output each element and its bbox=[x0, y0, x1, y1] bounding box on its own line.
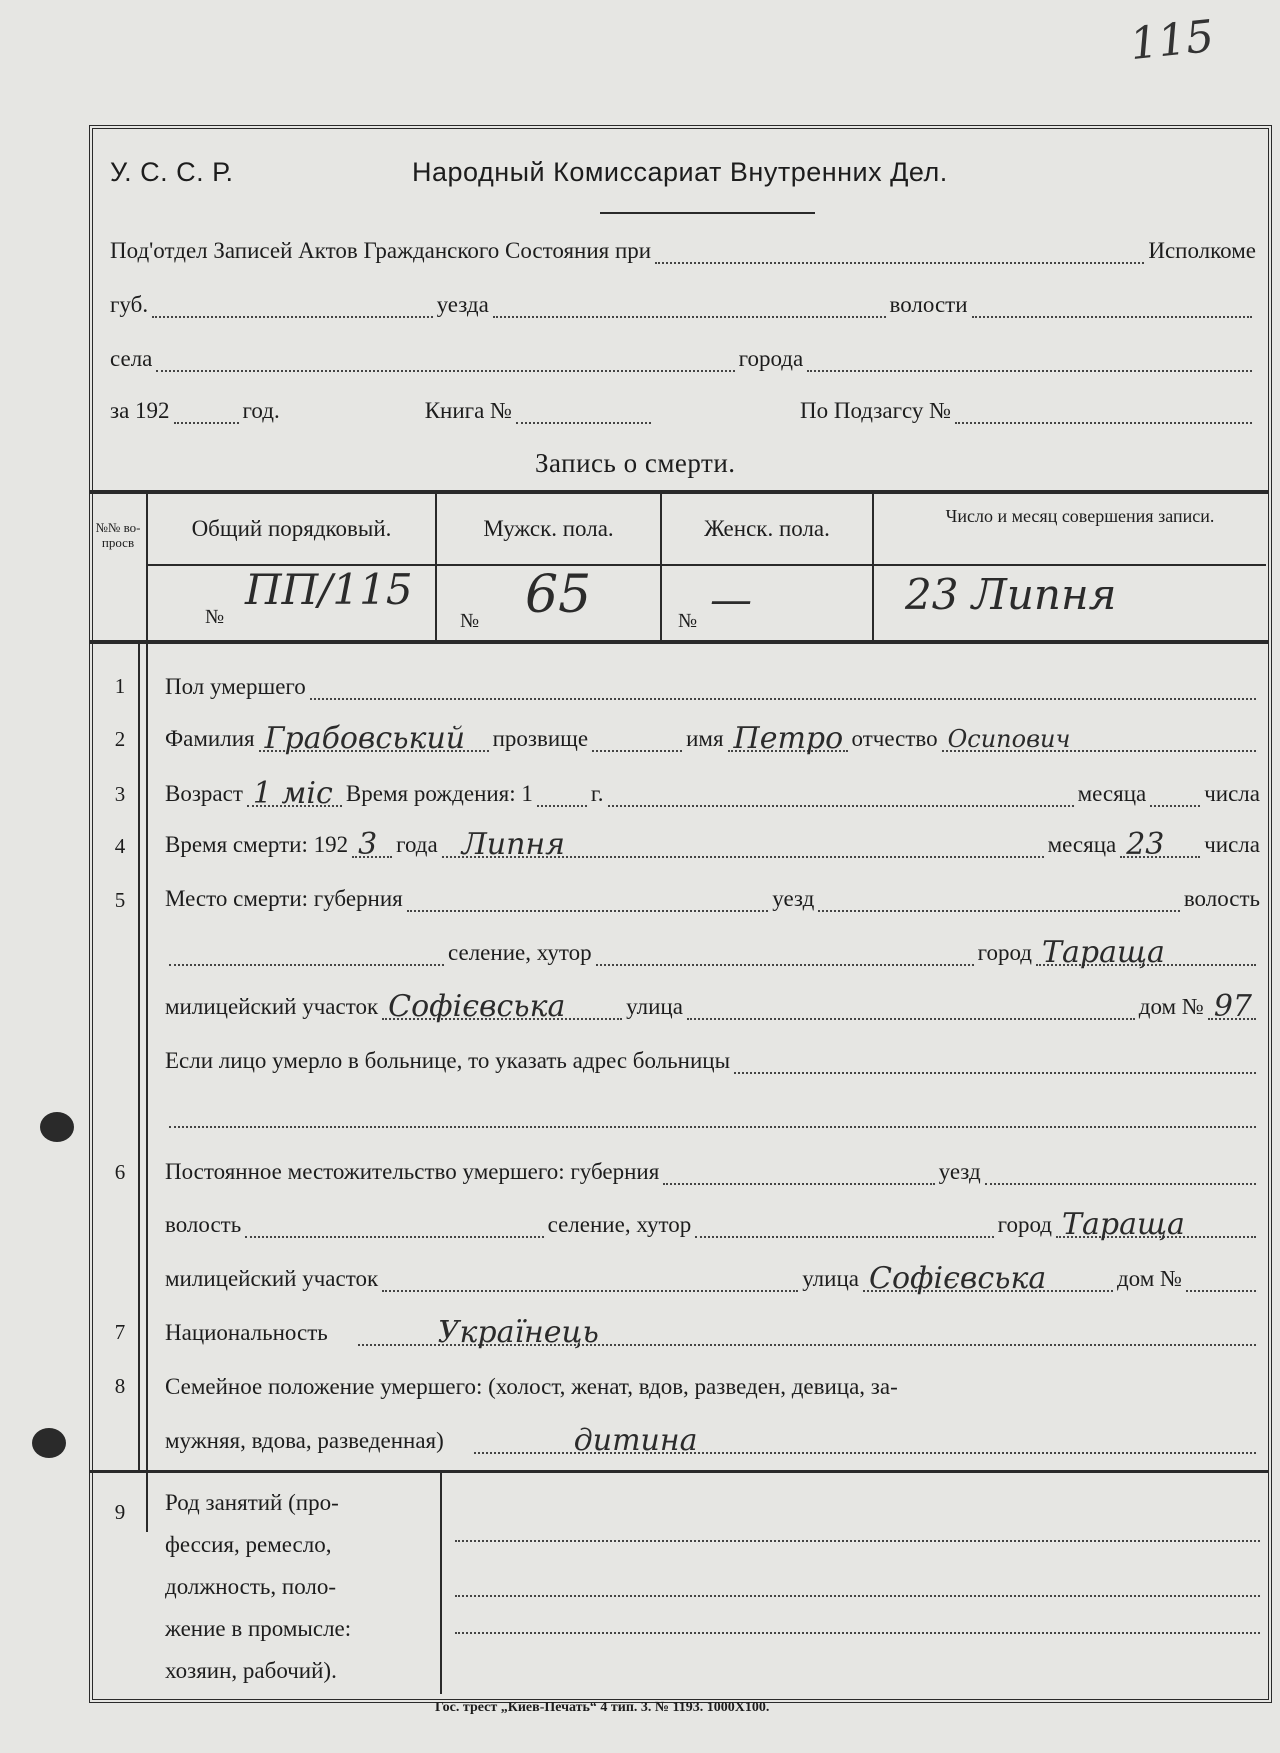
house-label: дом № bbox=[1138, 994, 1204, 1019]
place-militia-value: Софієвська bbox=[388, 989, 566, 1024]
printer-imprint: Гос. трест „Киев-Печать“ 4 тип. 3. № 1193. 1000Х100. bbox=[435, 1700, 770, 1715]
table-top-line bbox=[89, 490, 1268, 494]
street-label: улица bbox=[626, 994, 683, 1019]
name-value: Петро bbox=[733, 721, 844, 756]
res-gub-field[interactable] bbox=[663, 1161, 934, 1185]
executive-label: Исполкоме bbox=[1148, 238, 1256, 263]
place-uezd-field[interactable] bbox=[818, 888, 1180, 912]
col-divider bbox=[660, 492, 662, 642]
location-line bbox=[110, 288, 1256, 318]
res-city-field[interactable] bbox=[1056, 1207, 1256, 1242]
record-date-value[interactable]: 23 Липня bbox=[905, 570, 1117, 619]
subzags-label: По Подзагсу № bbox=[800, 398, 952, 423]
village-line bbox=[110, 342, 1256, 372]
row-age bbox=[165, 776, 1260, 811]
uezd-label: уезд bbox=[938, 1159, 981, 1184]
village-label: селение, хутор bbox=[547, 1212, 692, 1237]
street-label: улица bbox=[802, 1266, 859, 1291]
place-city-field[interactable] bbox=[1036, 935, 1256, 970]
place-house-field[interactable] bbox=[1208, 989, 1256, 1024]
subzags-field[interactable] bbox=[955, 400, 1252, 424]
res-house-field[interactable] bbox=[1186, 1268, 1256, 1292]
book-label: Книга № bbox=[424, 398, 512, 423]
volost-label: волости bbox=[889, 292, 968, 317]
row-death-place bbox=[165, 882, 1260, 912]
place-gub-field[interactable] bbox=[407, 888, 769, 912]
row-hospital-2 bbox=[165, 1098, 1260, 1128]
month-label: месяца bbox=[1047, 832, 1117, 857]
res-street-field[interactable] bbox=[863, 1261, 1113, 1296]
question-number: 4 bbox=[114, 834, 126, 858]
place-village-field[interactable] bbox=[596, 942, 974, 966]
place-label: Место смерти: губерния bbox=[165, 886, 403, 911]
gorod-label: города bbox=[738, 346, 804, 371]
year-line bbox=[110, 394, 1256, 424]
row-name bbox=[165, 721, 1260, 756]
occupation-field[interactable] bbox=[455, 1540, 1260, 1542]
day-label: числа bbox=[1204, 781, 1260, 806]
question-number: 7 bbox=[114, 1320, 126, 1344]
surname-field[interactable] bbox=[259, 721, 489, 756]
res-uezd-field[interactable] bbox=[985, 1161, 1256, 1185]
uezd-label: уезд bbox=[772, 886, 815, 911]
marital-value: дитина bbox=[573, 1423, 698, 1458]
archive-page-number: 115 bbox=[1127, 10, 1217, 71]
divider bbox=[600, 212, 815, 214]
row-sex bbox=[165, 670, 1260, 700]
death-year-suffix: года bbox=[396, 832, 438, 857]
occupation-line: должность, поло- bbox=[165, 1574, 337, 1599]
death-day-field[interactable] bbox=[1120, 827, 1200, 862]
village-label: селение, хутор bbox=[448, 940, 592, 965]
nickname-label: прозвище bbox=[492, 726, 589, 751]
question-number: 1 bbox=[114, 674, 126, 698]
row-residence-3 bbox=[165, 1261, 1260, 1296]
birth-g: г. bbox=[590, 781, 604, 806]
occupation-line: хозяин, рабочий). bbox=[165, 1658, 337, 1683]
col-divider bbox=[435, 492, 437, 642]
row-marital-2 bbox=[165, 1423, 1260, 1458]
city-label: город bbox=[977, 940, 1032, 965]
republic: У. С. С. Р. bbox=[110, 157, 234, 187]
general-number-value[interactable]: ПП/115 bbox=[245, 565, 413, 614]
marital-field[interactable] bbox=[474, 1423, 1256, 1458]
city-label: город bbox=[997, 1212, 1053, 1237]
question-number: 5 bbox=[114, 888, 126, 912]
col-divider bbox=[138, 640, 140, 1472]
gorod-field[interactable] bbox=[807, 348, 1252, 372]
row-death-village bbox=[165, 935, 1260, 970]
death-day-value: 23 bbox=[1126, 827, 1165, 862]
res-militia-field[interactable] bbox=[382, 1268, 798, 1292]
hospital-field[interactable] bbox=[734, 1050, 1256, 1074]
res-volost-field[interactable] bbox=[245, 1214, 543, 1238]
selo-field[interactable] bbox=[156, 348, 734, 372]
death-year-value: 3 bbox=[358, 827, 378, 862]
occupation-line: фессия, ремесло, bbox=[165, 1532, 332, 1557]
col-header-no: №№ во-просв bbox=[95, 520, 141, 550]
age-value: 1 міс bbox=[252, 776, 333, 811]
uezd-label: уезда bbox=[436, 292, 489, 317]
selo-label: села bbox=[110, 346, 153, 371]
row-hospital bbox=[165, 1044, 1260, 1074]
birth-day-field[interactable] bbox=[1150, 783, 1200, 807]
age-field[interactable] bbox=[247, 776, 342, 811]
col-header-date: Число и месяц совершения записи. bbox=[945, 506, 1215, 526]
place-street-field[interactable] bbox=[687, 996, 1135, 1020]
hospital-field-2[interactable] bbox=[169, 1104, 1256, 1128]
row-residence-2 bbox=[165, 1207, 1260, 1242]
year-label: за 192 bbox=[110, 398, 170, 423]
name-label: имя bbox=[686, 726, 724, 751]
nationality-value: Українець bbox=[437, 1315, 599, 1350]
volost-field[interactable] bbox=[972, 294, 1252, 318]
volost-label: волость bbox=[165, 1212, 242, 1237]
occupation-label bbox=[165, 1482, 425, 1692]
volost-label: волость bbox=[1183, 886, 1261, 911]
birth-year-field[interactable] bbox=[537, 783, 587, 807]
militia-label: милицейский участок bbox=[165, 1266, 379, 1291]
birth-label: Время рождения: 1 bbox=[345, 781, 533, 806]
subdept-field[interactable] bbox=[655, 240, 1144, 264]
place-city-value: Таращa bbox=[1042, 935, 1165, 970]
question-number: 6 bbox=[114, 1160, 126, 1184]
marital-label-2: мужняя, вдова, разведенная) bbox=[165, 1428, 444, 1453]
nickname-field[interactable] bbox=[592, 728, 682, 752]
sex-label: Пол умершего bbox=[165, 674, 306, 699]
birth-month-field[interactable] bbox=[608, 783, 1074, 807]
day-label: числа bbox=[1204, 832, 1260, 857]
place-militia-field[interactable] bbox=[382, 989, 622, 1024]
residence-label: Постоянное местожительство умершего: губерния bbox=[165, 1159, 660, 1184]
punch-hole bbox=[40, 1112, 74, 1142]
question-number: 2 bbox=[114, 727, 126, 751]
nationality-field[interactable] bbox=[358, 1315, 1256, 1350]
occupation-field[interactable] bbox=[455, 1595, 1260, 1597]
col-divider bbox=[440, 1472, 442, 1694]
col-header-female: Женск. пола. bbox=[704, 516, 830, 541]
age-label: Возраст bbox=[165, 781, 243, 806]
occupation-field[interactable] bbox=[455, 1632, 1260, 1634]
place-house-value: 97 bbox=[1213, 989, 1252, 1024]
row-nationality bbox=[165, 1315, 1260, 1350]
place-volost-field[interactable] bbox=[169, 942, 444, 966]
month-label: месяца bbox=[1077, 781, 1147, 806]
patronymic-field[interactable] bbox=[942, 725, 1256, 753]
book-field[interactable] bbox=[516, 400, 651, 424]
row-death-time bbox=[165, 827, 1260, 862]
question-number: 8 bbox=[114, 1374, 126, 1398]
death-label: Время смерти: 192 bbox=[165, 832, 349, 857]
form-title: Запись о смерти. bbox=[535, 448, 736, 478]
year-suffix: год. bbox=[242, 398, 280, 423]
res-street-value: Софієвська bbox=[868, 1261, 1047, 1296]
question-number: 9 bbox=[114, 1500, 126, 1524]
uezd-field[interactable] bbox=[493, 294, 886, 318]
death-month-value: Липня bbox=[461, 827, 566, 862]
marital-label: Семейное положение умершего: (холост, женат, вдов, разведен, девица, за- bbox=[165, 1374, 898, 1399]
res-village-field[interactable] bbox=[695, 1214, 993, 1238]
name-field[interactable] bbox=[728, 721, 848, 756]
nationality-label: Национальность bbox=[165, 1320, 328, 1345]
male-number-value[interactable]: 65 bbox=[525, 565, 592, 625]
punch-hole bbox=[32, 1428, 66, 1458]
row-death-militia bbox=[165, 989, 1260, 1024]
gub-label: губ. bbox=[110, 292, 149, 317]
hospital-label: Если лицо умерло в больнице, то указать адрес больницы bbox=[165, 1048, 731, 1073]
row-marital bbox=[165, 1370, 1260, 1400]
house-label: дом № bbox=[1116, 1266, 1182, 1291]
death-month-field[interactable] bbox=[442, 827, 1044, 862]
col-divider bbox=[872, 492, 874, 642]
year-field[interactable] bbox=[174, 400, 239, 424]
subdept-line bbox=[110, 234, 1256, 264]
occupation-line: жение в промысле: bbox=[165, 1616, 352, 1641]
col-header-male: Мужск. пола. bbox=[483, 516, 614, 541]
patronymic-value: Осипович bbox=[947, 725, 1071, 753]
occupation-line: Род занятий (про- bbox=[165, 1490, 339, 1515]
surname-value: Грабовський bbox=[264, 721, 466, 756]
female-number-value[interactable]: — bbox=[710, 575, 752, 624]
section-divider bbox=[89, 1470, 1268, 1473]
col-divider bbox=[146, 492, 148, 1532]
no-sign: № bbox=[205, 606, 225, 628]
gub-field[interactable] bbox=[152, 294, 432, 318]
sex-field[interactable] bbox=[310, 676, 1256, 700]
subdept-label: Под'отдел Записей Актов Гражданского Состояния при bbox=[110, 238, 652, 263]
col-header-general: Общий порядковый. bbox=[191, 516, 392, 541]
militia-label: милицейский участок bbox=[165, 994, 379, 1019]
question-number: 3 bbox=[114, 782, 126, 806]
res-city-value: Таращa bbox=[1062, 1207, 1185, 1242]
patronymic-label: отчество bbox=[851, 726, 938, 751]
death-year-field[interactable] bbox=[352, 827, 392, 862]
table-bottom-line bbox=[89, 640, 1268, 644]
row-residence bbox=[165, 1155, 1260, 1185]
no-sign: № bbox=[678, 610, 698, 632]
no-sign: № bbox=[460, 610, 480, 632]
surname-label: Фамилия bbox=[165, 726, 255, 751]
commissariat: Народный Комиссариат Внутренних Дел. bbox=[412, 157, 948, 187]
